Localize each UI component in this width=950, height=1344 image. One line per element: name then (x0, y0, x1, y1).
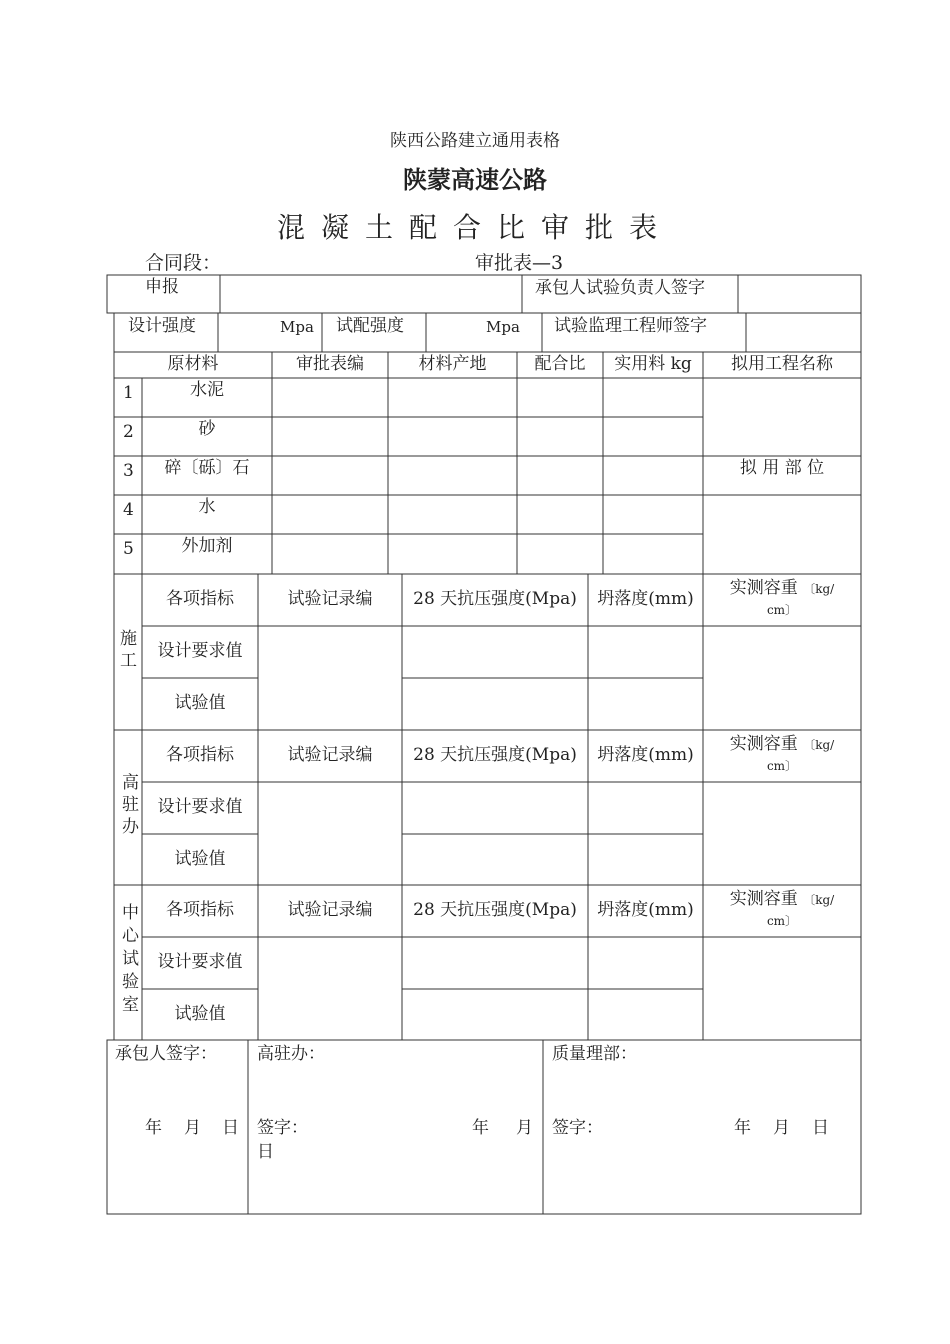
col-actual-kg: 实用料 kg (614, 354, 692, 375)
design-value-label: 设计要求值 (157, 952, 243, 973)
sign-label: 签字： (552, 1118, 603, 1138)
section-label: 中心试验室 (122, 903, 139, 1015)
trial-strength-unit: Mpa (486, 318, 520, 336)
date-month: 月 (773, 1118, 790, 1138)
design-strength-label: 设计强度 (128, 316, 196, 336)
col-approval-no: 审批表编 (296, 354, 364, 375)
col-raw-material: 原材料 (167, 354, 219, 375)
record-no-label: 试验记录编 (287, 589, 373, 610)
trial-strength-label: 试配强度 (336, 316, 404, 336)
location-label: 拟 用 部 位 (739, 458, 825, 479)
contractor-sign: 承包人签字： (115, 1044, 217, 1064)
record-no-label: 试验记录编 (287, 745, 373, 766)
supervisor-sign-label: 试验监理工程师签字 (554, 316, 707, 336)
resident-office-label: 高驻办： (257, 1044, 325, 1064)
date-day: 日 (257, 1142, 274, 1162)
indicators-label: 各项指标 (166, 745, 234, 766)
form-number: 审批表—3 (475, 252, 564, 274)
material-name: 外加剂 (181, 536, 233, 557)
density-label: 实测容重 〔kg/ cm〕 (729, 578, 835, 618)
row-no: 1 (123, 383, 134, 403)
section-label: 高驻办 (122, 773, 139, 838)
material-name: 水泥 (190, 380, 224, 401)
density-label: 实测容重 〔kg/ cm〕 (729, 734, 835, 774)
material-name: 水 (198, 497, 216, 518)
quality-dept-label: 质量理部： (552, 1044, 637, 1064)
strength28-label: 28 天抗压强度(Mpa) (413, 745, 577, 766)
date-month: 月 (184, 1118, 201, 1138)
project-title: 陕蒙高速公路 (403, 166, 547, 194)
row-no: 2 (123, 422, 134, 442)
declare-label: 申报 (145, 277, 179, 297)
slump-label: 坍落度(mm) (597, 900, 694, 921)
contract-label: 合同段： (145, 252, 222, 274)
col-mix-ratio: 配合比 (534, 354, 586, 375)
design-value-label: 设计要求值 (157, 797, 243, 818)
row-no: 3 (123, 461, 134, 481)
date-year: 年 (472, 1118, 489, 1138)
date-year: 年 (734, 1118, 751, 1138)
date-year: 年 (145, 1118, 162, 1138)
sign-label: 签字： (257, 1118, 308, 1138)
material-name: 碎〔砾〕石 (164, 458, 250, 479)
contractor-sign-field[interactable] (741, 276, 859, 312)
test-value-label: 试验值 (174, 693, 226, 714)
form-title: 混凝土配合比审批表 (276, 211, 673, 244)
col-origin: 材料产地 (418, 354, 487, 375)
section-label: 施工 (120, 629, 137, 672)
indicators-label: 各项指标 (166, 900, 234, 921)
contractor-sign-label: 承包人试验负责人签字 (535, 278, 705, 298)
material-name: 砂 (198, 419, 216, 440)
date-day: 日 (812, 1118, 829, 1138)
test-value-label: 试验值 (174, 1003, 226, 1024)
design-strength-unit: Mpa (280, 318, 314, 336)
slump-label: 坍落度(mm) (597, 745, 694, 766)
date-day: 日 (222, 1118, 239, 1138)
strength28-label: 28 天抗压强度(Mpa) (413, 900, 577, 921)
top-note: 陕西公路建立通用表格 (390, 131, 560, 151)
record-no-label: 试验记录编 (287, 900, 373, 921)
test-value-label: 试验值 (174, 848, 226, 869)
row-no: 4 (123, 500, 134, 520)
strength28-label: 28 天抗压强度(Mpa) (413, 589, 577, 610)
slump-label: 坍落度(mm) (597, 589, 694, 610)
density-label: 实测容重 〔kg/ cm〕 (729, 889, 835, 929)
date-month: 月 (516, 1118, 533, 1138)
col-project-name: 拟用工程名称 (731, 354, 833, 375)
indicators-label: 各项指标 (166, 589, 234, 610)
row-no: 5 (123, 539, 134, 559)
design-value-label: 设计要求值 (157, 641, 243, 662)
